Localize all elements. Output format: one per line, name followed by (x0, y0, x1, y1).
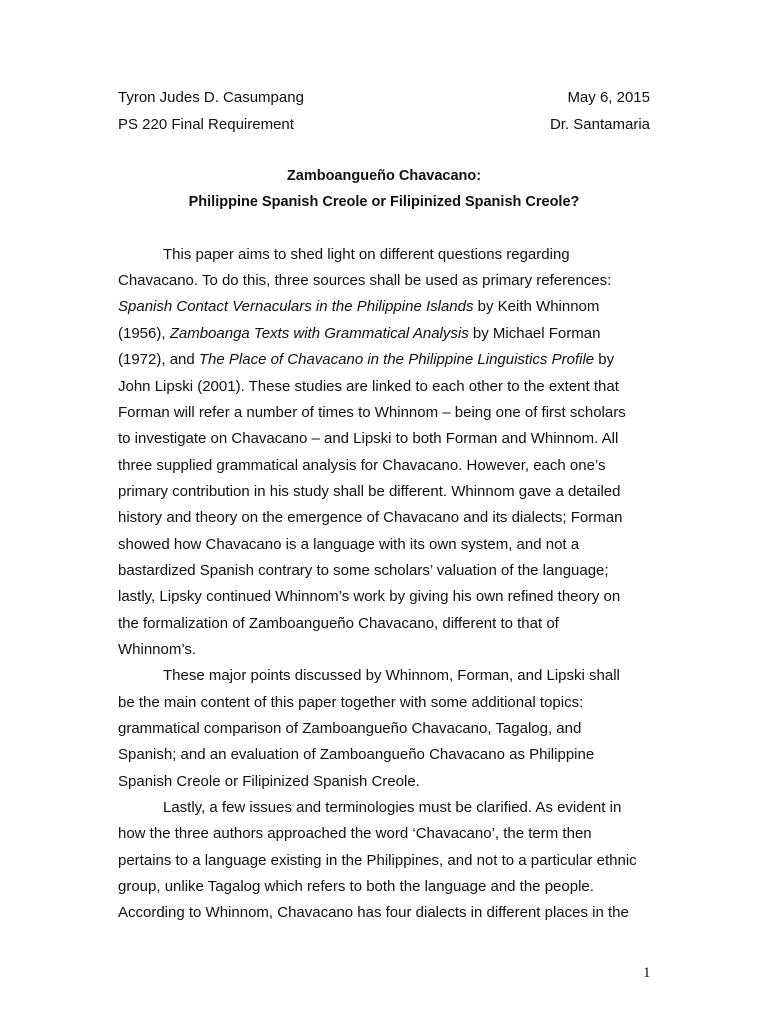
body-line: showed how Chavacano is a language with its own system, and not a (118, 536, 580, 553)
body-line: Whinnom’s. (118, 641, 197, 658)
body-line: pertains to a language existing in the Philippines, and not to a particular ethnic (118, 852, 637, 869)
body-line: primary contribution in his study shall be different. Whinnom gave a detailed (118, 483, 621, 500)
body-line: Lastly, a few issues and terminologies must be clarified. As evident in (163, 799, 622, 816)
body-line: This paper aims to shed light on different questions regarding (163, 246, 570, 263)
body-line: John Lipski (2001). These studies are linked to each other to the extent that (118, 378, 619, 395)
body-line: Spanish Creole or Filipinized Spanish Creole. (118, 773, 420, 790)
header-row-1 (118, 89, 650, 107)
body-line: (1972), and The Place of Chavacano in the Philippine Linguistics Profile by (118, 351, 615, 368)
document-date: May 6, 2015 (567, 89, 650, 106)
citation-title: The Place of Chavacano in the Philippine Linguistics Profile (198, 351, 595, 368)
body-line: Forman will refer a number of times to Whinnom – being one of first scholars (118, 404, 626, 421)
body-line: grammatical comparison of Zamboangueño Chavacano, Tagalog, and (118, 720, 582, 737)
body-line: Spanish Contact Vernaculars in the Philippine Islands by Keith Whinnom (118, 298, 600, 315)
body-line: to investigate on Chavacano – and Lipski to both Forman and Whinnom. All (118, 430, 619, 447)
title-line-1: Zamboangueño Chavacano: (286, 168, 482, 184)
body-line: Spanish; and an evaluation of Zamboangueño Chavacano as Philippine (118, 746, 595, 763)
body-line: group, unlike Tagalog which refers to both the language and the people. (118, 878, 594, 895)
title-line-2: Philippine Spanish Creole or Filipinized Spanish Creole? (188, 194, 580, 210)
page-number: 1 (643, 965, 651, 981)
body-line: lastly, Lipsky continued Whinnom’s work by giving his own refined theory on (118, 588, 621, 605)
body-line: three supplied grammatical analysis for Chavacano. However, each one’s (118, 457, 606, 474)
body-line: bastardized Spanish contrary to some scholars’ valuation of the language; (118, 562, 609, 579)
body-line: Chavacano. To do this, three sources shall be used as primary references: (118, 272, 612, 289)
body-line: According to Whinnom, Chavacano has four dialects in different places in the (118, 904, 629, 921)
body-line: how the three authors approached the word ‘Chavacano’, the term then (118, 825, 592, 842)
course-name: PS 220 Final Requirement (118, 116, 294, 133)
body-line: These major points discussed by Whinnom, Forman, and Lipski shall (163, 667, 620, 684)
body-line: history and theory on the emergence of Chavacano and its dialects; Forman (118, 509, 623, 526)
instructor-name: Dr. Santamaria (549, 116, 650, 133)
body-line: be the main content of this paper together with some additional topics: (118, 694, 584, 711)
body-line: the formalization of Zamboangueño Chavacano, different to that of (118, 615, 559, 632)
author-name: Tyron Judes D. Casumpang (118, 89, 304, 106)
body-line: (1956), Zamboanga Texts with Grammatical Analysis by Michael Forman (118, 325, 601, 342)
header-row-2 (118, 116, 650, 134)
citation-title: Spanish Contact Vernaculars in the Philippine Islands (118, 298, 474, 315)
citation-title: Zamboanga Texts with Grammatical Analysis (169, 325, 469, 342)
